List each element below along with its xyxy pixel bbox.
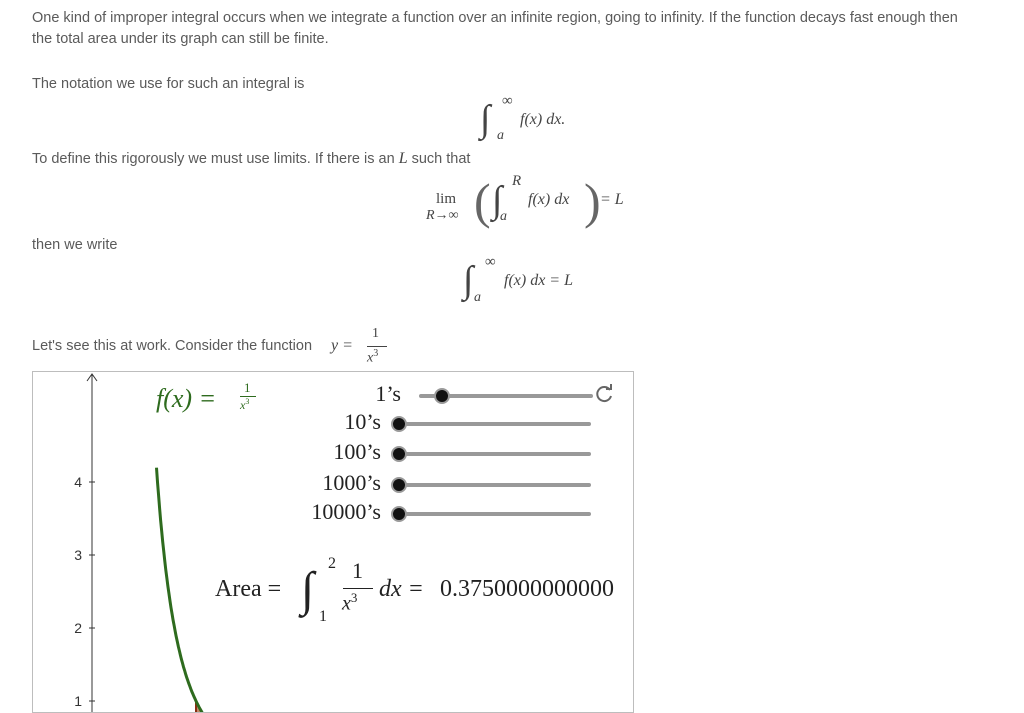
integral-notation — [480, 95, 620, 150]
intro-line-2: the total area under its graph can still be finite. — [32, 31, 329, 47]
consider-function — [331, 326, 401, 366]
upper-limit: ∞ — [502, 93, 513, 109]
slider-track[interactable] — [399, 483, 591, 487]
right-paren: ) — [584, 173, 601, 229]
slider-label: 10’s — [344, 409, 381, 434]
define-var: L — [398, 150, 408, 167]
integral-sign: ∫ — [463, 259, 474, 301]
slider-label: 100’s — [333, 439, 381, 464]
geogebra-applet[interactable] — [32, 371, 634, 713]
slider-label: 1000’s — [322, 470, 381, 495]
limit-definition — [424, 170, 644, 230]
integrand: f(x) dx = L — [504, 272, 573, 289]
consider-text: Let's see this at work. Consider the function — [32, 338, 313, 354]
function-label-numerator: 1 — [244, 380, 251, 395]
area-denominator: $x^3$ — [342, 590, 358, 615]
integral-result — [463, 256, 623, 311]
then-text: then we write — [32, 237, 118, 253]
lower-limit: a — [497, 128, 504, 143]
area-dx: dx = — [379, 576, 424, 602]
y-tick-label: 4 — [74, 474, 82, 490]
function-label — [156, 382, 276, 422]
notation-text: The notation we use for such an integral is — [32, 76, 305, 92]
area-region — [196, 701, 300, 712]
slider-knob[interactable] — [434, 388, 450, 404]
slider-knob[interactable] — [391, 446, 407, 462]
fn-numerator: 1 — [372, 326, 379, 341]
integral-sign: ∫ — [301, 563, 315, 616]
fraction-bar — [343, 588, 373, 589]
integrand: f(x) dx. — [520, 111, 566, 128]
area-value: 0.3750000000000 — [440, 576, 614, 602]
slider-knob[interactable] — [391, 416, 407, 432]
fn-denominator: $x^3$ — [367, 348, 379, 366]
area-upper-limit: 2 — [328, 555, 336, 572]
fraction-bar — [367, 346, 387, 347]
upper-limit: ∞ — [485, 254, 496, 270]
fn-lhs: y = — [331, 337, 353, 354]
area-numerator: 1 — [352, 558, 363, 583]
y-tick-label: 3 — [74, 547, 82, 563]
function-label-denominator: $x^3$ — [240, 397, 250, 412]
lower-limit: a — [500, 209, 507, 224]
integral-sign: ∫ — [492, 179, 503, 221]
area-label: Area = — [215, 576, 282, 602]
integrand: f(x) dx — [528, 191, 570, 208]
slider-knob[interactable] — [391, 506, 407, 522]
lower-limit: a — [474, 290, 481, 305]
area-lower-limit: 1 — [319, 608, 327, 625]
y-tick-label: 2 — [74, 620, 82, 636]
define-text: To define this rigorously we must use limits. If there is an L such that — [32, 150, 471, 167]
area-expression — [215, 554, 625, 634]
intro-paragraph — [32, 8, 1017, 50]
function-label-lhs: f(x) = — [156, 384, 217, 413]
lim-subscript: R→∞ — [426, 208, 459, 223]
upper-limit: R — [512, 173, 522, 189]
reset-icon[interactable] — [593, 383, 615, 405]
slider-track[interactable] — [399, 422, 591, 426]
y-tick-label: 1 — [74, 693, 82, 709]
slider-track[interactable] — [399, 452, 591, 456]
lim-text: lim — [436, 191, 457, 207]
slider-label: 10000’s — [311, 499, 381, 524]
slider-track[interactable] — [399, 512, 591, 516]
integral-sign: ∫ — [480, 98, 491, 140]
limit-rhs: = L — [600, 191, 624, 208]
left-paren: ( — [474, 173, 491, 229]
slider-label: 1’s — [375, 381, 401, 406]
intro-line-1: One kind of improper integral occurs when we integrate a function over an infinite region, going to infinity. If the function decays fast enough then — [32, 10, 958, 26]
slider-knob[interactable] — [391, 477, 407, 493]
